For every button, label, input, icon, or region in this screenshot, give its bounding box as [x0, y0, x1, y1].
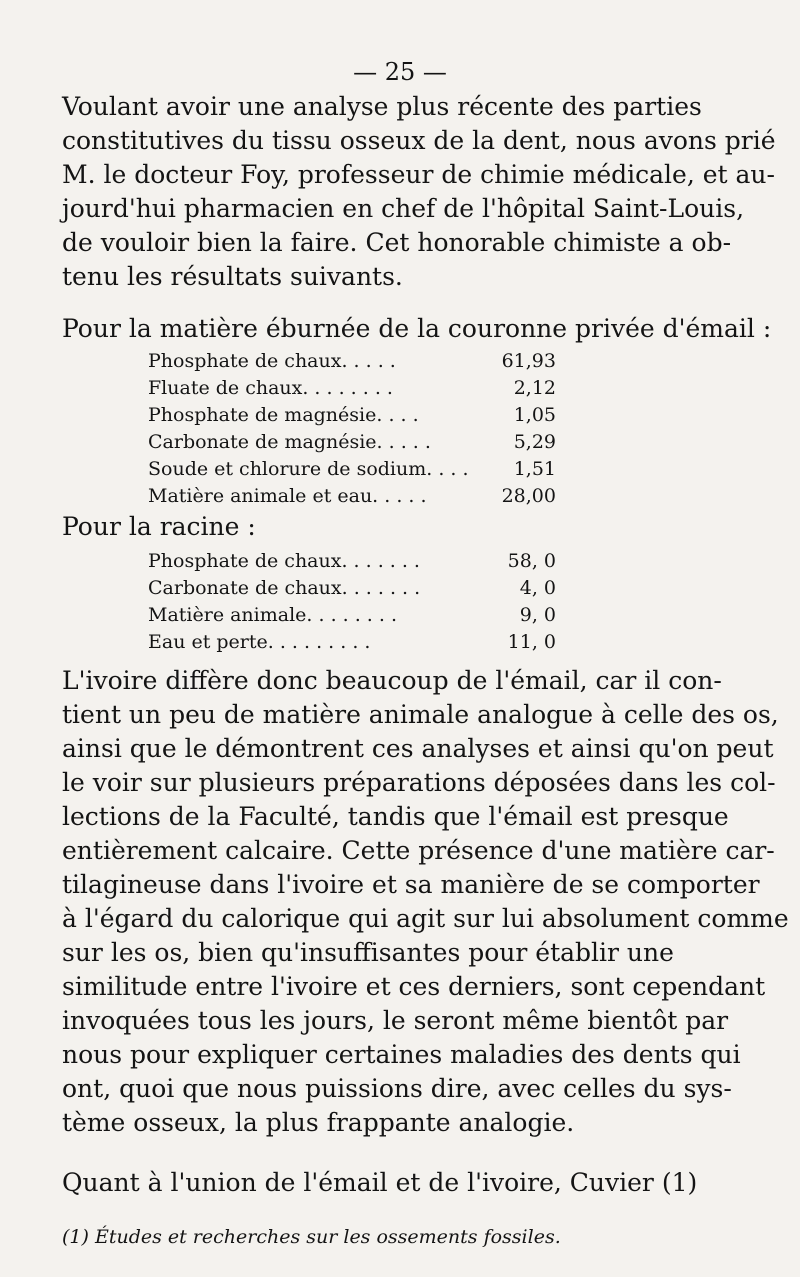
table-row — [148, 402, 556, 429]
row-label: Phosphate de chaux. . . . . . . — [148, 550, 420, 572]
text-line: jourd'hui pharmacien en chef de l'hôpital Saint-Louis, — [62, 194, 745, 223]
analysis-table-crown — [148, 348, 556, 510]
row-value: 9, 0 — [519, 604, 556, 626]
row-label: Matière animale et eau. . . . . — [148, 485, 427, 507]
table-row — [148, 348, 556, 375]
text-line: sur les os, bien qu'insuffisantes pour établir une — [62, 938, 674, 967]
table-row — [148, 375, 556, 402]
row-value: 2,12 — [513, 377, 556, 399]
row-label: Soude et chlorure de sodium. . . . — [148, 458, 469, 480]
text-line: Quant à l'union de l'émail et de l'ivoire, Cuvier (1) — [62, 1168, 698, 1197]
text-line: nous pour expliquer certaines maladies des dents qui — [62, 1040, 741, 1069]
text-line: M. le docteur Foy, professeur de chimie médicale, et au- — [62, 160, 775, 189]
footnote: (1) Études et recherches sur les ossements fossiles. — [62, 1226, 561, 1248]
table-row — [148, 602, 556, 629]
row-value: 1,51 — [513, 458, 556, 480]
text-line: de vouloir bien la faire. Cet honorable chimiste a ob- — [62, 228, 732, 257]
page-number: — 25 — — [353, 58, 447, 86]
text-line: tilagineuse dans l'ivoire et sa manière de se comporter — [62, 870, 760, 899]
table-row — [148, 483, 556, 510]
text-line: entièrement calcaire. Cette présence d'une matière car- — [62, 836, 775, 865]
section-heading-root: Pour la racine : — [62, 512, 256, 541]
text-line: tenu les résultats suivants. — [62, 262, 403, 291]
analysis-table-root — [148, 548, 556, 656]
section-heading-crown: Pour la matière éburnée de la couronne privée d'émail : — [62, 314, 772, 343]
text-line: L'ivoire diffère donc beaucoup de l'émail, car il con- — [62, 666, 722, 695]
paragraph-union — [62, 1166, 698, 1200]
text-line: le voir sur plusieurs préparations déposées dans les col- — [62, 768, 776, 797]
row-label: Phosphate de magnésie. . . . — [148, 404, 419, 426]
text-line: tème osseux, la plus frappante analogie. — [62, 1108, 575, 1137]
table-row — [148, 548, 556, 575]
row-value: 11, 0 — [507, 631, 556, 653]
table-row — [148, 575, 556, 602]
text-line: tient un peu de matière animale analogue à celle des os, — [62, 700, 779, 729]
paragraph-ivory — [62, 664, 789, 1140]
row-value: 4, 0 — [519, 577, 556, 599]
text-line: à l'égard du calorique qui agit sur lui absolument comme — [62, 904, 789, 933]
row-value: 5,29 — [513, 431, 556, 453]
table-row — [148, 429, 556, 456]
text-line: lections de la Faculté, tandis que l'émail est presque — [62, 802, 729, 831]
text-line: invoquées tous les jours, le seront même bientôt par — [62, 1006, 729, 1035]
row-value: 61,93 — [501, 350, 556, 372]
text-line: ont, quoi que nous puissions dire, avec celles du sys- — [62, 1074, 732, 1103]
table-row — [148, 456, 556, 483]
table-row — [148, 629, 556, 656]
row-label: Matière animale. . . . . . . . — [148, 604, 398, 626]
row-value: 1,05 — [513, 404, 556, 426]
text-line: constitutives du tissu osseux de la dent, nous avons prié — [62, 126, 776, 155]
row-value: 58, 0 — [507, 550, 556, 572]
row-label: Eau et perte. . . . . . . . . — [148, 631, 371, 653]
row-label: Carbonate de chaux. . . . . . . — [148, 577, 421, 599]
text-line: ainsi que le démontrent ces analyses et ainsi qu'on peut — [62, 734, 774, 763]
text-line: Voulant avoir une analyse plus récente des parties — [62, 92, 702, 121]
row-label: Phosphate de chaux. . . . . — [148, 350, 396, 372]
row-value: 28,00 — [501, 485, 556, 507]
row-label: Carbonate de magnésie. . . . . — [148, 431, 431, 453]
row-label: Fluate de chaux. . . . . . . . — [148, 377, 393, 399]
text-line: similitude entre l'ivoire et ces derniers, sont cependant — [62, 972, 766, 1001]
paragraph-intro — [62, 90, 776, 294]
